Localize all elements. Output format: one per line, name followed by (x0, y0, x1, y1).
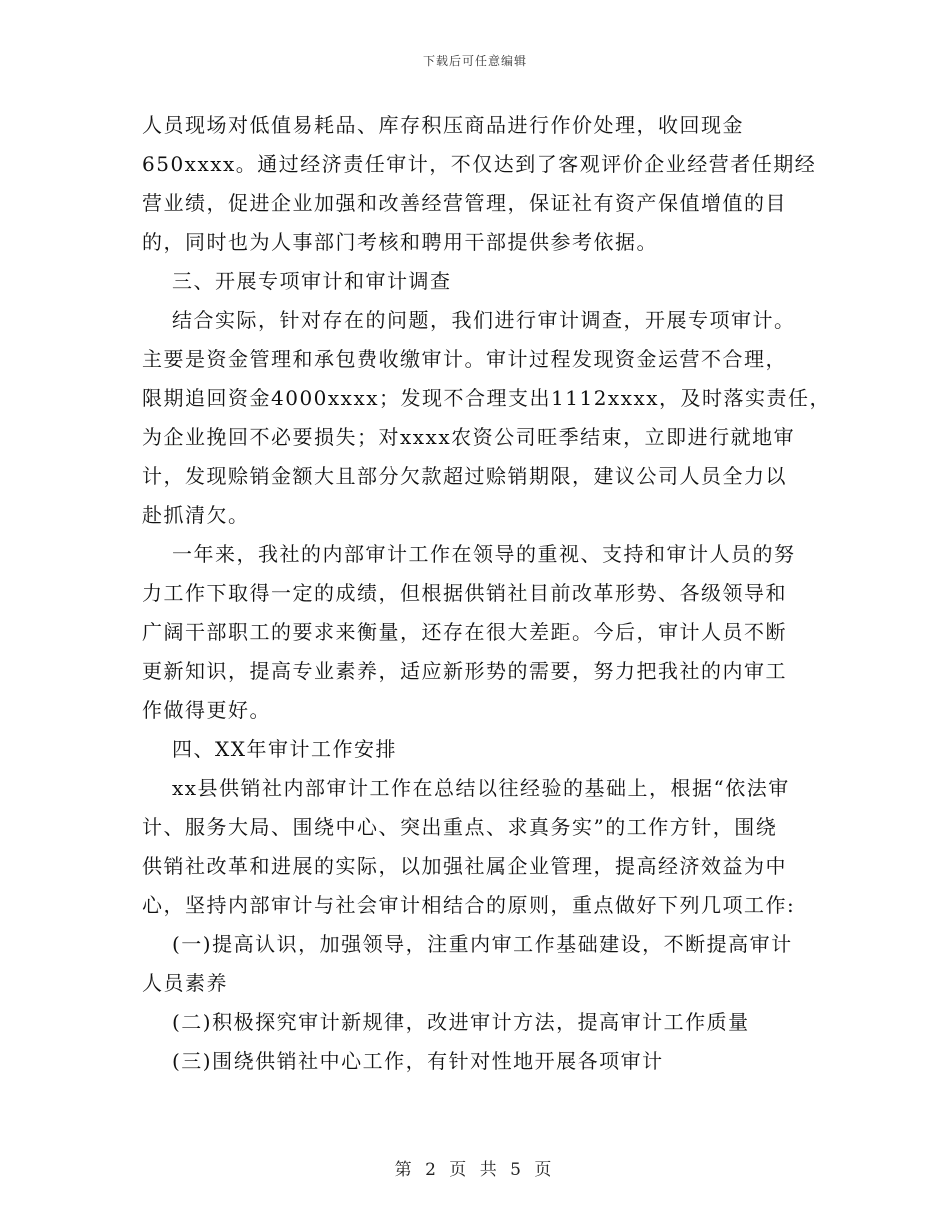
body-line: 的，同时也为人事部门考核和聘用干部提供参考依据。 (142, 230, 658, 254)
section-heading: 四、XX年审计工作安排 (172, 737, 397, 761)
body-line: 人员现场对低值易耗品、库存积压商品进行作价处理，收回现金 (142, 113, 744, 137)
list-item-continuation: 人员素养 (142, 971, 228, 995)
body-line: 限期追回资金4000xxxx；发现不合理支出1112xxxx，及时落实责任， (142, 386, 832, 410)
list-item: (一)提高认识，加强领导，注重内审工作基础建设，不断提高审计 (172, 932, 793, 956)
body-line: 一年来，我社的内部审计工作在领导的重视、支持和审计人员的努 (172, 542, 796, 566)
body-line: 营业绩，促进企业加强和改善经营管理，保证社有资产保值增值的目 (142, 191, 787, 215)
body-line: 主要是资金管理和承包费收缴审计。审计过程发现资金运营不合理， (142, 347, 787, 371)
page-header-note: 下载后可任意编辑 (422, 54, 527, 68)
document-body (142, 106, 832, 1081)
section-heading: 三、开展专项审计和审计调查 (172, 269, 452, 293)
body-line: 计，发现赊销金额大且部分欠款超过赊销期限，建议公司人员全力以 (142, 464, 787, 488)
list-item: (二)积极探究审计新规律，改进审计方法，提高审计工作质量 (172, 1010, 750, 1034)
page-number: 第 2 页 共 5 页 (394, 1160, 556, 1180)
body-line: 结合实际，针对存在的问题，我们进行审计调查，开展专项审计。 (172, 308, 796, 332)
body-line: 650xxxx。通过经济责任审计，不仅达到了客观评价企业经营者任期经 (142, 152, 817, 176)
body-line: 力工作下取得一定的成绩，但根据供销社目前改革形势、各级领导和 (142, 581, 787, 605)
body-line: 为企业挽回不必要损失；对xxxx农资公司旺季结束，立即进行就地审 (142, 425, 796, 449)
body-line: 作做得更好。 (142, 698, 271, 722)
body-line: 更新知识，提高专业素养，适应新形势的需要，努力把我社的内审工 (142, 659, 787, 683)
body-line: 赴抓清欠。 (142, 503, 250, 527)
body-line: 广阔干部职工的要求来衡量，还存在很大差距。今后，审计人员不断 (142, 620, 787, 644)
body-line: 供销社改革和进展的实际，以加强社属企业管理，提高经济效益为中 (142, 854, 787, 878)
body-line: xx县供销社内部审计工作在总结以往经验的基础上，根据“依法审 (172, 776, 790, 800)
body-line: 计、服务大局、围绕中心、突出重点、求真务实”的工作方针，围绕 (142, 815, 778, 839)
list-item: (三)围绕供销社中心工作，有针对性地开展各项审计 (172, 1049, 664, 1073)
body-line: 心，坚持内部审计与社会审计相结合的原则，重点做好下列几项工作: (142, 893, 796, 917)
